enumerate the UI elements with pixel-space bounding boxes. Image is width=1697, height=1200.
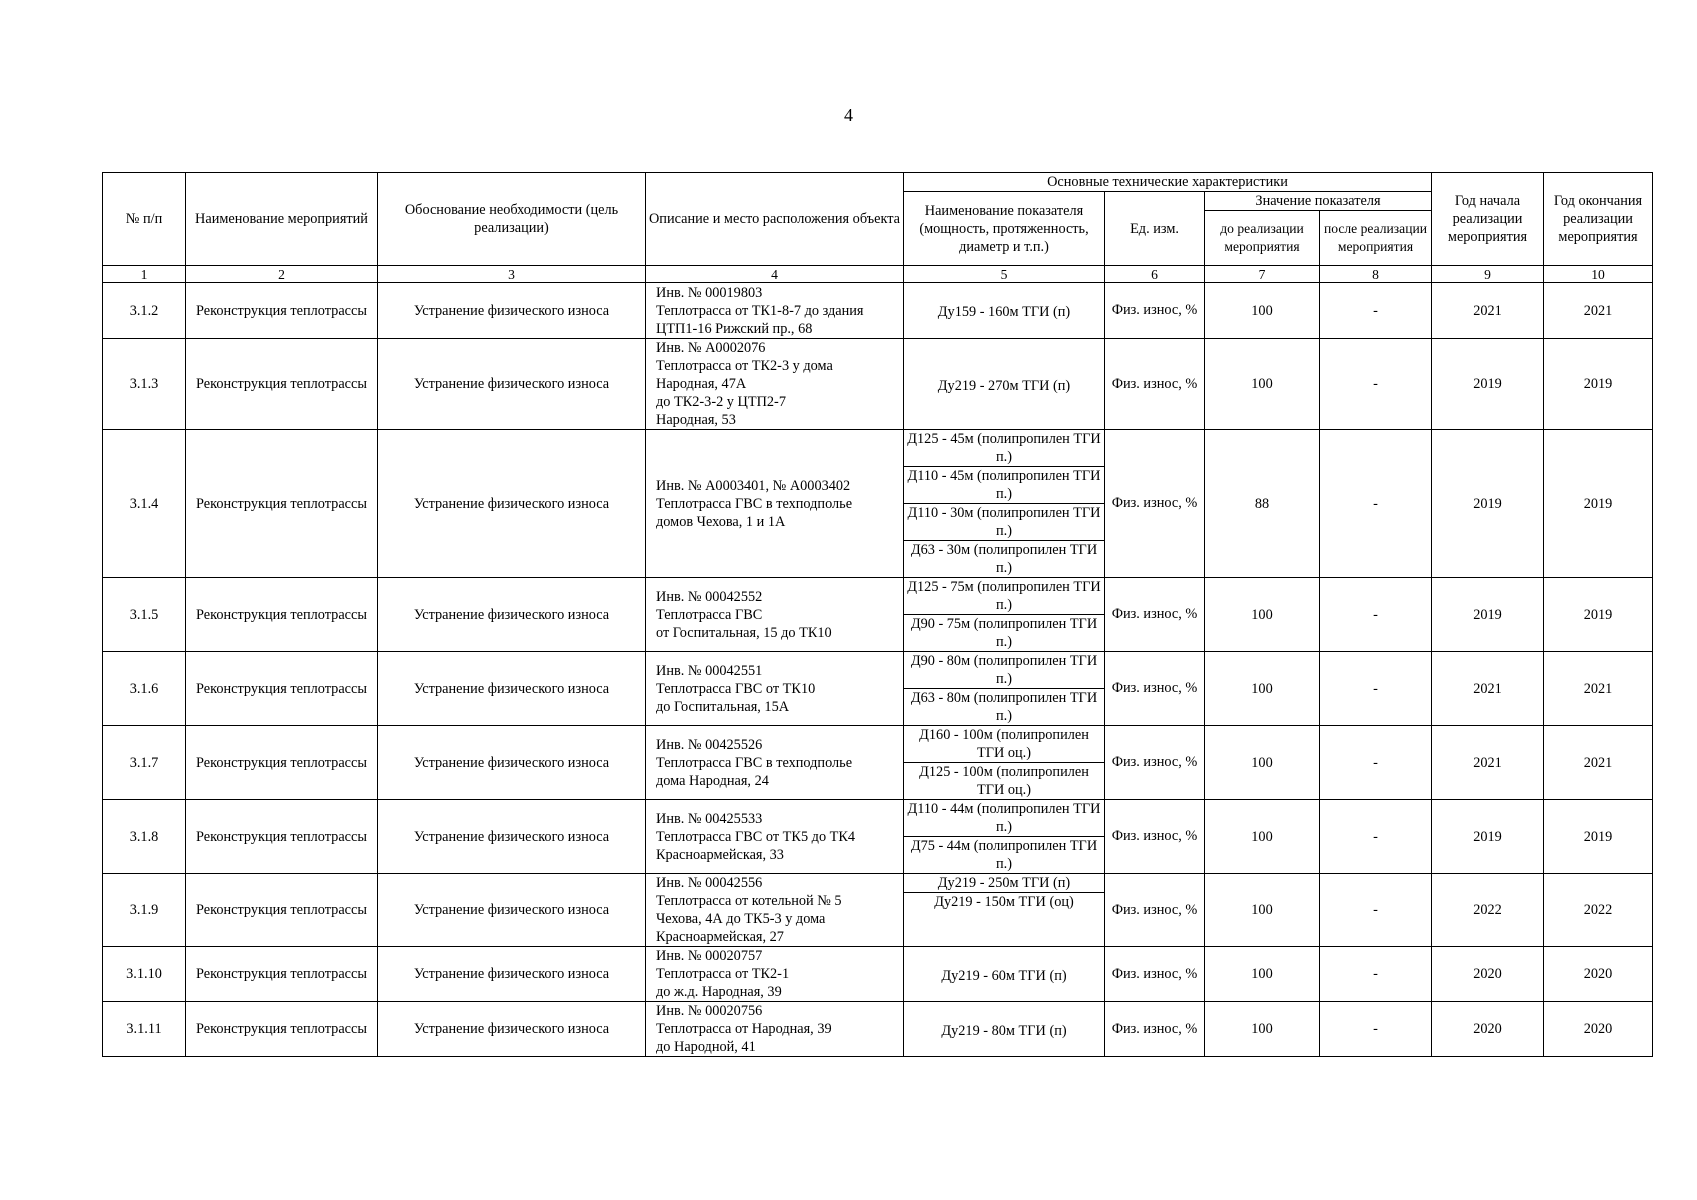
measure-name: Реконструкция теплотрассы: [186, 1002, 378, 1057]
description-line: Инв. № А0003401, № А0003402: [656, 477, 851, 494]
description-line: Чехова, 4А до ТК5-3 у дома: [656, 911, 826, 927]
unit-cell: Физ. износ, %: [1105, 1002, 1205, 1057]
value-before: 100: [1205, 652, 1320, 726]
column-number: 10: [1544, 266, 1653, 283]
column-number: 3: [378, 266, 646, 283]
column-number: 6: [1105, 266, 1205, 283]
description-line: Народная, 47А: [656, 376, 747, 392]
description-line: Инв. № 00042556: [656, 875, 763, 891]
value-before: 100: [1205, 339, 1320, 430]
indicator-cell: Д110 - 30м (полипропилен ТГИ п.): [904, 504, 1105, 541]
start-year: 2020: [1432, 1002, 1544, 1057]
measure-reason: Устранение физического износа: [378, 578, 646, 652]
end-year: 2020: [1544, 947, 1653, 1002]
start-year: 2022: [1432, 874, 1544, 947]
description-line: домов Чехова, 1 и 1А: [656, 513, 786, 530]
measure-name: Реконструкция теплотрассы: [186, 947, 378, 1002]
indicator-cell: Д90 - 80м (полипропилен ТГИ п.): [904, 652, 1105, 689]
description-line: Народная, 53: [656, 412, 736, 428]
value-before: 100: [1205, 947, 1320, 1002]
description-line: до Госпитальная, 15А: [656, 698, 790, 715]
description-line: Инв. № 00020756: [656, 1003, 763, 1019]
header-end-year: Год окончания реализации мероприятия: [1544, 173, 1653, 266]
description-line: от Госпитальная, 15 до ТК10: [656, 624, 832, 641]
measure-name: Реконструкция теплотрассы: [186, 578, 378, 652]
column-number: 9: [1432, 266, 1544, 283]
table-row: [103, 578, 1653, 615]
start-year: 2021: [1432, 283, 1544, 339]
indicator-cell: Д110 - 44м (полипропилен ТГИ п.): [904, 800, 1105, 837]
object-description: [646, 726, 904, 800]
row-number: 3.1.3: [103, 339, 186, 430]
table-row: [103, 283, 1653, 339]
object-description: [646, 947, 904, 1002]
indicator-cell: Ду159 - 160м ТГИ (п): [904, 283, 1105, 339]
measure-name: Реконструкция теплотрассы: [186, 874, 378, 947]
start-year: 2019: [1432, 800, 1544, 874]
description-line: Теплотрасса ГВС от ТК5 до ТК4: [656, 828, 856, 845]
end-year: 2019: [1544, 430, 1653, 578]
object-description: [646, 283, 904, 339]
table-row: [103, 726, 1653, 763]
value-after: -: [1320, 339, 1432, 430]
value-after: -: [1320, 283, 1432, 339]
indicator-cell: Д125 - 45м (полипропилен ТГИ п.): [904, 430, 1105, 467]
header-description: Описание и место расположения объекта: [646, 173, 904, 266]
value-after: -: [1320, 726, 1432, 800]
table-row: [103, 800, 1653, 837]
measure-reason: Устранение физического износа: [378, 1002, 646, 1057]
object-description: [646, 800, 904, 874]
description-line: Красноармейская, 33: [656, 846, 784, 863]
measure-name: Реконструкция теплотрассы: [186, 283, 378, 339]
measure-reason: Устранение физического износа: [378, 947, 646, 1002]
start-year: 2019: [1432, 339, 1544, 430]
indicator-cell: Ду219 - 250м ТГИ (п): [904, 874, 1105, 893]
indicator-cell: Ду219 - 270м ТГИ (п): [904, 339, 1105, 430]
description-line: дома Народная, 24: [656, 772, 769, 789]
table-row: [103, 430, 1653, 467]
column-number: 4: [646, 266, 904, 283]
description-line: Теплотрасса ГВС от ТК10: [656, 680, 816, 697]
indicator-cell: Д125 - 75м (полипропилен ТГИ п.): [904, 578, 1105, 615]
description-line: до ж.д. Народная, 39: [656, 984, 782, 1000]
value-after: -: [1320, 578, 1432, 652]
unit-cell: Физ. износ, %: [1105, 800, 1205, 874]
header-name: Наименование мероприятий: [186, 173, 378, 266]
measure-reason: Устранение физического износа: [378, 726, 646, 800]
measure-name: Реконструкция теплотрассы: [186, 652, 378, 726]
start-year: 2021: [1432, 726, 1544, 800]
header-num: № п/п: [103, 173, 186, 266]
value-after: -: [1320, 800, 1432, 874]
value-before: 100: [1205, 283, 1320, 339]
table-row: [103, 947, 1653, 1002]
indicator-cell: Д75 - 44м (полипропилен ТГИ п.): [904, 837, 1105, 874]
start-year: 2020: [1432, 947, 1544, 1002]
measure-reason: Устранение физического износа: [378, 339, 646, 430]
description-line: ЦТП1-16 Рижский пр., 68: [656, 320, 813, 337]
column-number: 7: [1205, 266, 1320, 283]
end-year: 2019: [1544, 578, 1653, 652]
description-line: Теплотрасса от ТК2-3 у дома: [656, 358, 833, 374]
column-number: 5: [904, 266, 1105, 283]
end-year: 2020: [1544, 1002, 1653, 1057]
header-indicator: Наименование показателя (мощность, протяженность, диаметр и т.п.): [904, 192, 1105, 266]
start-year: 2019: [1432, 430, 1544, 578]
row-number: 3.1.11: [103, 1002, 186, 1057]
end-year: 2022: [1544, 874, 1653, 947]
table-row: [103, 652, 1653, 689]
description-line: Инв. № 00425533: [656, 810, 763, 827]
value-before: 100: [1205, 1002, 1320, 1057]
column-number-row: [103, 266, 1653, 283]
value-before: 100: [1205, 874, 1320, 947]
start-year: 2021: [1432, 652, 1544, 726]
measure-name: Реконструкция теплотрассы: [186, 339, 378, 430]
description-line: Теплотрасса от котельной № 5: [656, 893, 842, 909]
table-row: [103, 1002, 1653, 1057]
row-number: 3.1.9: [103, 874, 186, 947]
unit-cell: Физ. износ, %: [1105, 947, 1205, 1002]
row-number: 3.1.2: [103, 283, 186, 339]
description-line: Теплотрасса ГВС в техподполье: [656, 754, 853, 771]
header-reason: Обоснование необходимости (цель реализации): [378, 173, 646, 266]
end-year: 2021: [1544, 652, 1653, 726]
object-description: [646, 430, 904, 578]
description-line: до Народной, 41: [656, 1039, 756, 1055]
row-number: 3.1.5: [103, 578, 186, 652]
object-description: [646, 1002, 904, 1057]
description-line: Теплотрасса от Народная, 39: [656, 1021, 832, 1037]
measure-reason: Устранение физического износа: [378, 800, 646, 874]
description-line: до ТК2-3-2 у ЦТП2-7: [656, 394, 786, 410]
value-after: -: [1320, 1002, 1432, 1057]
unit-cell: Физ. износ, %: [1105, 339, 1205, 430]
end-year: 2021: [1544, 726, 1653, 800]
measure-reason: Устранение физического износа: [378, 283, 646, 339]
description-line: Теплотрасса ГВС: [656, 606, 763, 623]
end-year: 2019: [1544, 339, 1653, 430]
header-start-year: Год начала реализации мероприятия: [1432, 173, 1544, 266]
measure-name: Реконструкция теплотрассы: [186, 726, 378, 800]
row-number: 3.1.7: [103, 726, 186, 800]
column-number: 1: [103, 266, 186, 283]
unit-cell: Физ. износ, %: [1105, 652, 1205, 726]
value-before: 88: [1205, 430, 1320, 578]
start-year: 2019: [1432, 578, 1544, 652]
description-line: Инв. № 00020757: [656, 948, 763, 964]
indicator-cell: Д125 - 100м (полипропилен ТГИ оц.): [904, 763, 1105, 800]
description-line: Инв. № 00019803: [656, 284, 763, 301]
table-row: [103, 874, 1653, 893]
indicator-cell: Ду219 - 60м ТГИ (п): [904, 947, 1105, 1002]
value-after: -: [1320, 430, 1432, 578]
row-number: 3.1.4: [103, 430, 186, 578]
measure-name: Реконструкция теплотрассы: [186, 430, 378, 578]
column-number: 8: [1320, 266, 1432, 283]
unit-cell: Физ. износ, %: [1105, 430, 1205, 578]
header-indicator-value: Значение показателя: [1205, 192, 1432, 211]
header-unit: Ед. изм.: [1105, 192, 1205, 266]
description-line: Теплотрасса от ТК2-1: [656, 966, 790, 982]
unit-cell: Физ. износ, %: [1105, 578, 1205, 652]
end-year: 2021: [1544, 283, 1653, 339]
measure-name: Реконструкция теплотрассы: [186, 800, 378, 874]
value-before: 100: [1205, 578, 1320, 652]
description-line: Инв. № 00425526: [656, 736, 763, 753]
measure-reason: Устранение физического износа: [378, 874, 646, 947]
measure-reason: Устранение физического износа: [378, 652, 646, 726]
unit-cell: Физ. износ, %: [1105, 283, 1205, 339]
unit-cell: Физ. износ, %: [1105, 726, 1205, 800]
header-tech-characteristics: Основные технические характеристики: [904, 173, 1432, 192]
description-line: Инв. № 00042552: [656, 588, 763, 605]
description-line: Теплотрасса ГВС в техподполье: [656, 495, 853, 512]
row-number: 3.1.8: [103, 800, 186, 874]
table-row: [103, 339, 1653, 430]
end-year: 2019: [1544, 800, 1653, 874]
value-after: -: [1320, 652, 1432, 726]
indicator-cell: Ду219 - 150м ТГИ (оц): [904, 893, 1105, 947]
header-before: до реализации мероприятия: [1205, 211, 1320, 266]
description-line: Инв. № 00042551: [656, 662, 763, 679]
object-description: [646, 874, 904, 947]
indicator-cell: Д90 - 75м (полипропилен ТГИ п.): [904, 615, 1105, 652]
description-line: Инв. № А0002076: [656, 340, 766, 356]
indicator-cell: Д110 - 45м (полипропилен ТГИ п.): [904, 467, 1105, 504]
value-before: 100: [1205, 726, 1320, 800]
object-description: [646, 578, 904, 652]
indicator-cell: Д160 - 100м (полипропилен ТГИ оц.): [904, 726, 1105, 763]
measure-reason: Устранение физического износа: [378, 430, 646, 578]
object-description: [646, 652, 904, 726]
value-after: -: [1320, 874, 1432, 947]
page-number: 4: [844, 105, 853, 125]
row-number: 3.1.10: [103, 947, 186, 1002]
description-line: Теплотрасса от ТК1-8-7 до здания: [656, 302, 864, 319]
value-after: -: [1320, 947, 1432, 1002]
indicator-cell: Д63 - 30м (полипропилен ТГИ п.): [904, 541, 1105, 578]
description-line: Красноармейская, 27: [656, 929, 784, 945]
object-description: [646, 339, 904, 430]
column-number: 2: [186, 266, 378, 283]
row-number: 3.1.6: [103, 652, 186, 726]
header-after: после реализации мероприятия: [1320, 211, 1432, 266]
indicator-cell: Ду219 - 80м ТГИ (п): [904, 1002, 1105, 1057]
unit-cell: Физ. износ, %: [1105, 874, 1205, 947]
measures-table: [102, 172, 1653, 1057]
value-before: 100: [1205, 800, 1320, 874]
indicator-cell: Д63 - 80м (полипропилен ТГИ п.): [904, 689, 1105, 726]
